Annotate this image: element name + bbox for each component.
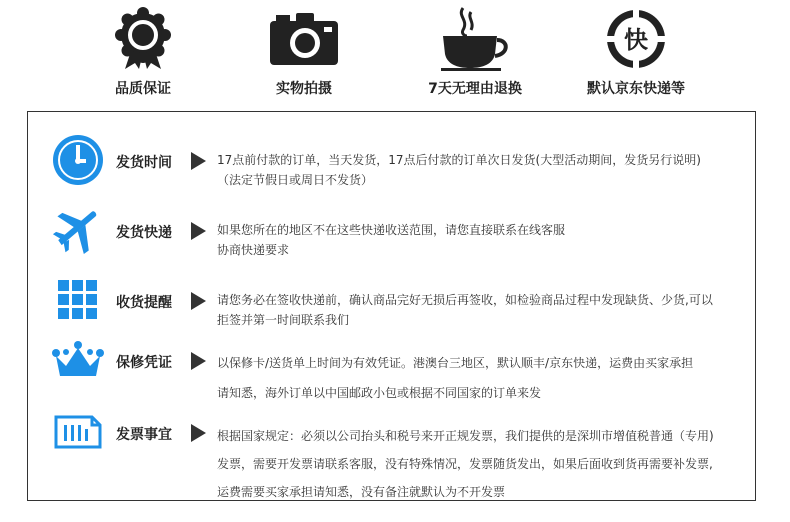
row-text: 请您务必在签收快递前，确认商品完好无损后再签收，如检验商品过程中发现缺货、少货,可以 拒签并第一时间联系我们	[217, 293, 713, 327]
clock-icon	[52, 134, 104, 186]
row-text: 17点前付款的订单，当天发货，17点后付款的订单次日发货(大型活动期间，发货另行说明) （法定节假日或周日不发货）	[217, 153, 701, 187]
arrow-icon	[191, 152, 206, 170]
camera-icon	[244, 0, 364, 78]
badge-quality	[83, 0, 203, 98]
row-text: 以保修卡/送货单上时间为有效凭证。港澳台三地区，默认顺丰/京东快递，运费由买家承担 请知悉，海外订单以中国邮政小包或根据不同国家的订单来发	[217, 356, 694, 400]
badge-return	[415, 0, 535, 98]
coffee-cup-icon	[415, 0, 535, 78]
invoice-icon	[52, 406, 104, 458]
svg-text:快: 快	[624, 26, 648, 54]
row-title: 保修凭证	[116, 355, 172, 371]
crown-icon	[52, 334, 104, 386]
grid-icon	[52, 274, 104, 326]
quality-seal-icon	[83, 0, 203, 78]
row-title: 发货快递	[116, 225, 172, 241]
arrow-icon	[191, 222, 206, 240]
badge-express	[576, 0, 696, 98]
row-title: 收货提醒	[116, 295, 172, 311]
badge-label: 默认京东快递等	[587, 81, 685, 97]
arrow-icon	[191, 292, 206, 310]
info-panel	[27, 111, 756, 501]
row-text: 如果您所在的地区不在这些快递收送范围，请您直接联系在线客服 协商快递要求	[217, 223, 566, 257]
express-kuai-icon	[576, 0, 696, 78]
arrow-icon	[191, 352, 206, 370]
badge-label: 实物拍摄	[276, 81, 332, 97]
airplane-icon	[52, 204, 104, 256]
row-title: 发货时间	[116, 155, 172, 171]
row-title: 发票事宜	[116, 427, 172, 443]
badge-photo	[244, 0, 364, 98]
row-text: 根据国家规定：必须以公司抬头和税号来开正规发票，我们提供的是深圳市增值税普通（专用) 发票，需要开发票请联系客服，没有特殊情况，发票随货发出，如果后面收到货再需要补发票, 运费需要买家承担请知悉，没有备注就默认为不开发票	[217, 429, 714, 499]
arrow-icon	[191, 424, 206, 442]
badge-label: 7天无理由退换	[428, 81, 522, 97]
badge-label: 品质保证	[115, 81, 171, 97]
